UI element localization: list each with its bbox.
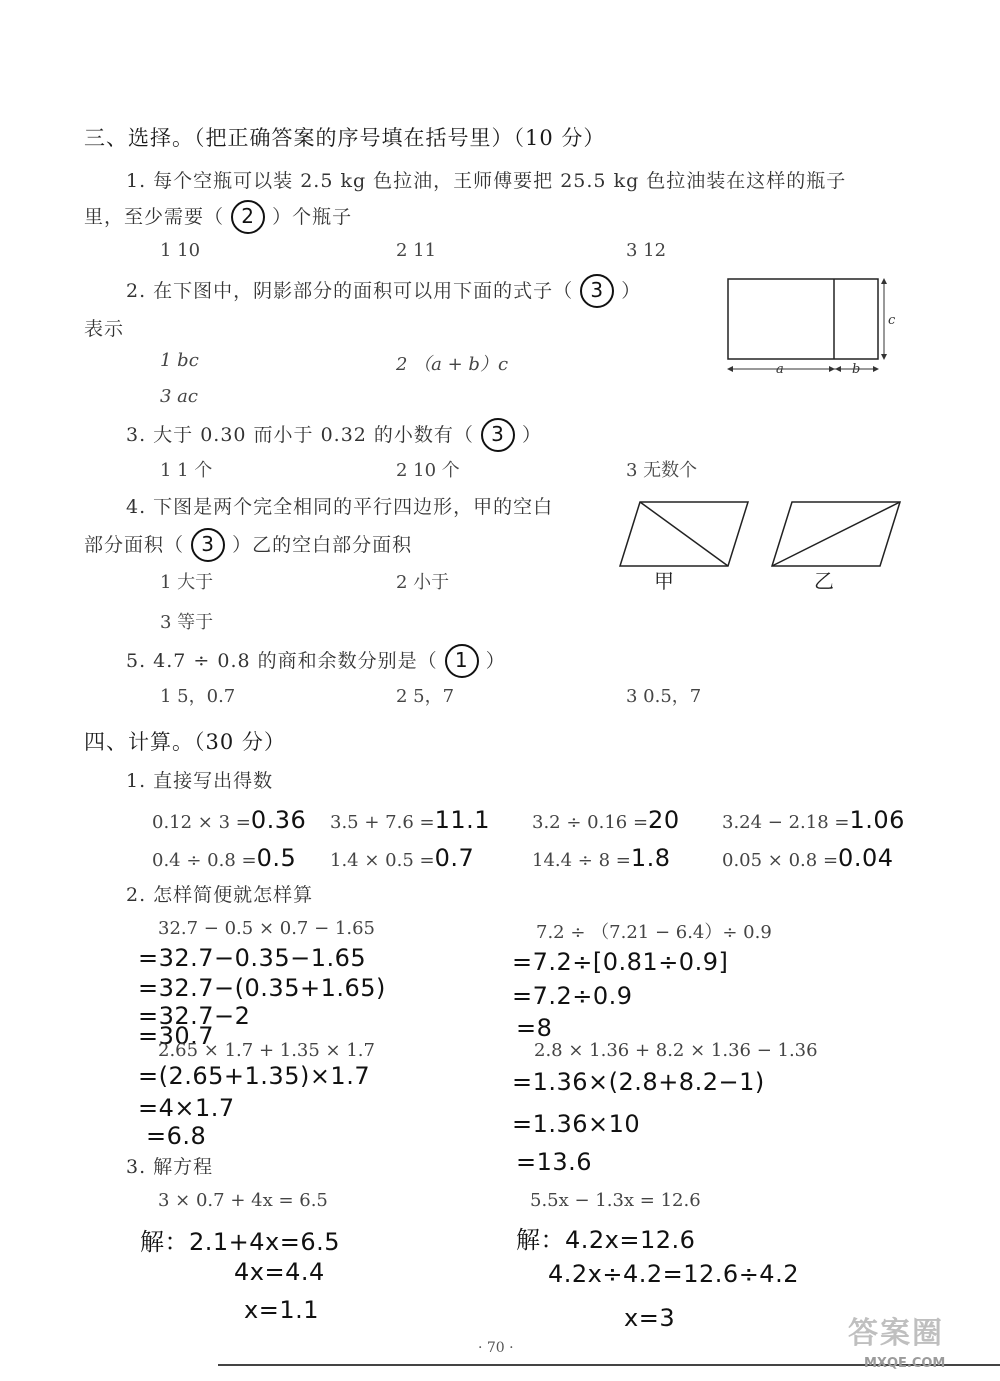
- q2-line2: 表示: [84, 318, 125, 340]
- q5-option-3: 3 0.5，7: [626, 686, 702, 707]
- q1-option-3: 3 12: [626, 240, 667, 261]
- p2-expression: 7.2 ÷ （7.21 − 6.4）÷ 0.9: [536, 922, 772, 943]
- e2-step-1: 解：4.2x=12.6: [516, 1226, 696, 1254]
- q3-line1-suffix: ）: [522, 424, 543, 446]
- calc-item-6: [330, 844, 474, 872]
- calc-item-5-answer: 0.5: [256, 844, 297, 872]
- q2-line1: [126, 274, 641, 308]
- q2-line1-suffix: ）: [621, 280, 642, 302]
- q4-line2: [84, 528, 412, 562]
- p3-step-2: =4×1.7: [138, 1094, 235, 1122]
- q2-outer-rectangle: [728, 279, 878, 359]
- q2-label-c: c: [888, 313, 896, 328]
- q5-option-2: 2 5，7: [396, 686, 455, 707]
- q4-answer-circle: 3: [191, 528, 225, 562]
- p4-expression: 2.8 × 1.36 + 8.2 × 1.36 − 1.36: [534, 1040, 818, 1061]
- calc-item-7-expr: 14.4 ÷ 8 =: [532, 850, 631, 871]
- calc-item-7: [532, 844, 671, 872]
- sub1-title: 1. 直接写出得数: [126, 770, 274, 792]
- q2-label-a: a: [776, 362, 784, 377]
- watermark-url: MXQE.COM: [864, 1356, 946, 1371]
- p4-step-3: =13.6: [516, 1148, 593, 1176]
- q2-b-arrow-right: [873, 366, 879, 372]
- section4-heading: 四、计算。（30 分）: [84, 730, 286, 754]
- q2-line1-prefix: 2. 在下图中，阴影部分的面积可以用下面的式子（: [126, 280, 574, 302]
- q1-answer-circle: 2: [231, 200, 265, 234]
- q4-line1: 4. 下图是两个完全相同的平行四边形，甲的空白: [126, 496, 554, 518]
- q2-c-arrow-top: [881, 278, 887, 284]
- q4-jia-diagonal: [640, 502, 728, 566]
- q1-line2-suffix: ）个瓶子: [272, 206, 353, 228]
- calc-item-7-answer: 1.8: [630, 844, 671, 872]
- calc-item-4-expr: 3.24 − 2.18 =: [722, 812, 850, 833]
- calc-item-3-answer: 20: [648, 806, 680, 834]
- calc-item-8-answer: 0.04: [838, 844, 894, 872]
- calc-item-3: [532, 806, 680, 834]
- watermark-brand: 答案圈: [848, 1316, 944, 1351]
- calc-item-2-expr: 3.5 + 7.6 =: [330, 812, 435, 833]
- e2-step-3: x=3: [624, 1304, 676, 1332]
- q4-yi-diagonal: [772, 502, 900, 566]
- e2-expression: 5.5x − 1.3x = 12.6: [530, 1190, 701, 1211]
- e1-expression: 3 × 0.7 + 4x = 6.5: [158, 1190, 328, 1211]
- q3-line1: [126, 418, 542, 452]
- e1-step-3: x=1.1: [244, 1296, 319, 1324]
- q2-b-arrow-left: [835, 366, 841, 372]
- q1-option-2: 2 11: [396, 240, 437, 261]
- p3-step-1: =(2.65+1.35)×1.7: [138, 1062, 371, 1090]
- q1-line1: 1. 每个空瓶可以装 2.5 kg 色拉油，王师傅要把 25.5 kg 色拉油装在这样的瓶子: [126, 170, 847, 192]
- e1-step-1: 解：2.1+4x=6.5: [140, 1228, 341, 1256]
- calc-item-2: [330, 806, 490, 834]
- q2-option-3: 3 ac: [160, 386, 198, 407]
- q5-line1: [126, 644, 506, 678]
- p1-step-2: =32.7−(0.35+1.65): [138, 974, 386, 1002]
- calc-item-4-answer: 1.06: [849, 806, 905, 834]
- calc-item-6-expr: 1.4 × 0.5 =: [330, 850, 435, 871]
- q5-answer-circle: 1: [445, 644, 479, 678]
- calc-item-4: [722, 806, 905, 834]
- calc-item-3-expr: 3.2 ÷ 0.16 =: [532, 812, 649, 833]
- page-number: · 70 ·: [478, 1340, 514, 1356]
- q1-line2-prefix: 里，至少需要（: [84, 206, 225, 228]
- e1-step-2: 4x=4.4: [234, 1258, 325, 1286]
- calc-item-1: [152, 806, 306, 834]
- q3-answer-circle: 3: [481, 418, 515, 452]
- q4-option-2: 2 小于: [396, 572, 450, 593]
- q1-option-1: 1 10: [160, 240, 201, 261]
- calc-item-6-answer: 0.7: [434, 844, 475, 872]
- p4-step-2: =1.36×10: [512, 1110, 641, 1138]
- q3-option-2: 2 10 个: [396, 460, 460, 481]
- q4-label-yi: 乙: [814, 569, 834, 593]
- q4-label-jia: 甲: [654, 569, 674, 593]
- q1-line2: [84, 200, 352, 234]
- p4-step-1: =1.36×(2.8+8.2−1): [512, 1068, 765, 1096]
- e2-step-2: 4.2x÷4.2=12.6÷4.2: [548, 1260, 799, 1288]
- q4-line2-suffix: ）乙的空白部分面积: [232, 534, 413, 556]
- p1-step-1: =32.7−0.35−1.65: [138, 944, 367, 972]
- q3-option-1: 1 1 个: [160, 460, 213, 481]
- q4-option-3: 3 等于: [160, 612, 214, 633]
- calc-item-1-answer: 0.36: [250, 806, 307, 834]
- watermark-logo: [836, 1308, 996, 1378]
- calc-item-8-expr: 0.05 × 0.8 =: [722, 850, 839, 871]
- q5-line1-prefix: 5. 4.7 ÷ 0.8 的商和余数分别是（: [126, 650, 438, 672]
- q4-line2-prefix: 部分面积（: [84, 534, 185, 556]
- p3-step-3: =6.8: [146, 1122, 207, 1150]
- q5-option-1: 1 5，0.7: [160, 686, 236, 707]
- calc-item-2-answer: 11.1: [434, 806, 491, 834]
- q2-rectangle-figure: [722, 274, 896, 384]
- q2-option-2: 2 （a + b）c: [396, 354, 509, 375]
- q2-c-arrow-bottom: [881, 354, 887, 360]
- q3-option-3: 3 无数个: [626, 460, 698, 481]
- q5-line1-suffix: ）: [485, 650, 506, 672]
- section3-heading: 三、选择。（把正确答案的序号填在括号里）（10 分）: [84, 126, 606, 150]
- q4-parallelogram-figure: [610, 494, 910, 594]
- calc-item-8: [722, 844, 893, 872]
- p2-step-1: =7.2÷[0.81÷0.9]: [512, 948, 729, 976]
- q2-option-1: 1 bc: [160, 350, 199, 371]
- p1-step-3: =32.7−2: [138, 1002, 251, 1030]
- p3-expression: 2.65 × 1.7 + 1.35 × 1.7: [158, 1040, 375, 1061]
- calc-item-5-expr: 0.4 ÷ 0.8 =: [152, 850, 257, 871]
- sub2-title: 2. 怎样简便就怎样算: [126, 884, 314, 906]
- q2-label-b: b: [852, 362, 861, 377]
- p1-expression: 32.7 − 0.5 × 0.7 − 1.65: [158, 918, 375, 939]
- q3-line1-prefix: 3. 大于 0.30 而小于 0.32 的小数有（: [126, 424, 474, 446]
- calc-item-1-expr: 0.12 × 3 =: [152, 812, 251, 833]
- p1-step-4: =30.7: [138, 1022, 215, 1050]
- q2-answer-circle: 3: [580, 274, 614, 308]
- q2-a-arrow-left: [727, 366, 733, 372]
- p2-step-2: =7.2÷0.9: [512, 982, 633, 1010]
- p2-step-3: =8: [516, 1014, 553, 1042]
- q4-option-1: 1 大于: [160, 572, 214, 593]
- calc-item-5: [152, 844, 296, 872]
- sub3-title: 3. 解方程: [126, 1156, 214, 1178]
